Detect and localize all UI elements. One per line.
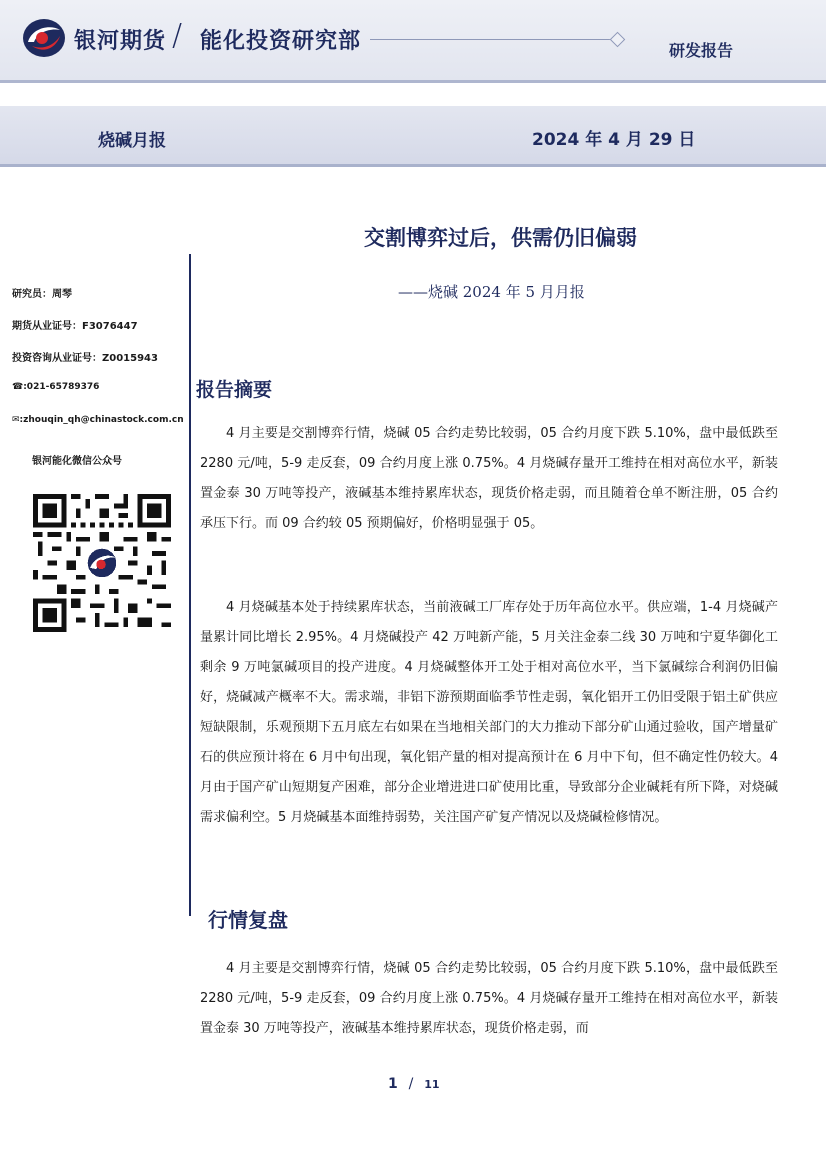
page-separator: /: [408, 1076, 414, 1092]
researcher-name: 研究员：周琴: [12, 289, 72, 300]
header-divider: [0, 80, 826, 83]
subject-divider: [0, 164, 826, 167]
wechat-qr-code[interactable]: [33, 494, 171, 632]
summary-heading: 报告摘要: [196, 379, 273, 401]
brand-name: 银河期货: [74, 29, 167, 54]
galaxy-futures-logo-icon: [20, 16, 68, 60]
page-number: [388, 1076, 440, 1092]
report-date: 2024 年 4 月 29 日: [532, 130, 696, 150]
invest-cert: 投资咨询从业证号：Z0015943: [12, 353, 158, 364]
sidebar-divider: [189, 254, 191, 916]
doc-type: 研发报告: [669, 41, 734, 60]
summary-paragraph-1: 4 月主要是交割博弈行情，烧碱 05 合约走势比较弱，05 合约月度下跌 5.10%，盘中最低跌至 2280 元/吨，5-9 走反套，09 合约月度上涨 0.75%。4 月烧碱存量开工维持在相对高位水平，新装置金泰 30 万吨等投产，液碱基本维持累库状态，现货价格走弱，而且随着仓单不断注册，05 合约承压下行。而 09 合约较 05 预期偏好，价格明显强于 05。: [200, 426, 778, 531]
summary-paragraph-2: 4 月烧碱基本处于持续累库状态，当前液碱工厂库存处于历年高位水平。供应端，1-4 月烧碱产量累计同比增长 2.95%。4 月烧碱投产 42 万吨新产能，5 月关注金泰二线 30 万吨和宁夏华御化工剩余 9 万吨氯碱项目的投产进度。4 月烧碱整体开工处于相对高位水平，当下氯碱综合利润仍旧偏好，烧碱减产概率不大。需求端，非铝下游预期面临季节性走弱，氧化铝开工仍旧受限于铝土矿供应短缺限制，乐观预期下五月底左右如果在当地相关部门的大力推动下部分矿山通过验收，国产增量矿石的供应预计将在 6 月中旬出现，氧化铝产量的相对提高预计在 6 月中下旬，但不确定性仍较大。4 月由于国产矿山短期复产困难，部分企业增进进口矿使用比重，导致部分企业碱耗有所下降，对烧碱需求偏利空。5 月烧碱基本面维持弱势，关注国产矿复产情况以及烧碱检修情况。: [200, 600, 778, 825]
page-current: 1: [388, 1076, 398, 1092]
department-name: 能化投资研究部: [200, 29, 362, 54]
phone-number: ☎:021-65789376: [12, 382, 100, 392]
email-address[interactable]: ✉:zhouqin_qh@chinastock.com.cn: [12, 415, 184, 425]
report-title: 交割博弈过后，供需仍旧偏弱: [364, 226, 637, 250]
wechat-label: 银河能化微信公众号: [32, 456, 122, 467]
futures-cert: 期货从业证号：F3076447: [12, 321, 138, 332]
review-paragraph-1: 4 月主要是交割博弈行情，烧碱 05 合约走势比较弱，05 合约月度下跌 5.10%，盘中最低跌至 2280 元/吨，5-9 走反套，09 合约月度上涨 0.75%。4 月烧碱存量开工维持在相对高位水平，新装置金泰 30 万吨等投产，液碱基本维持累库状态，现货价格走弱，而: [200, 961, 778, 1036]
review-heading: 行情复盘: [208, 908, 288, 932]
report-subtitle: ——烧碱 2024 年 5 月月报: [398, 283, 585, 301]
decorative-line: [370, 39, 610, 40]
report-subject: 烧碱月报: [98, 131, 166, 151]
page-total: 11: [424, 1078, 440, 1091]
header-slash: /: [172, 18, 183, 53]
